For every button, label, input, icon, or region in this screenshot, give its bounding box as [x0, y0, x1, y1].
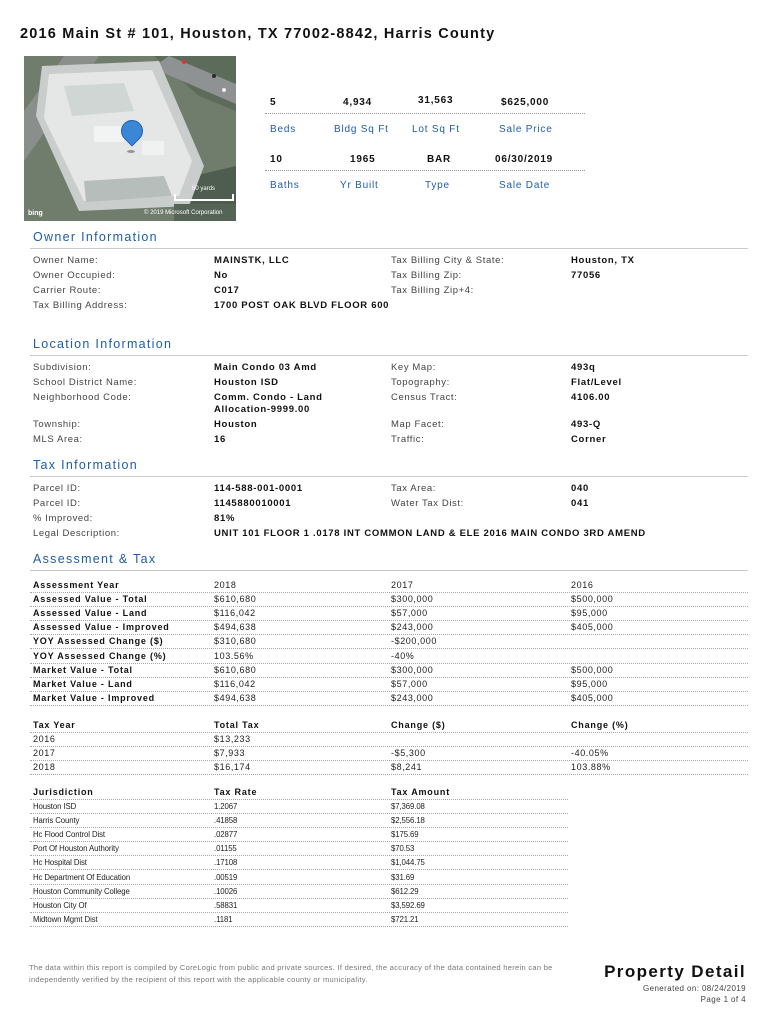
- section-divider: [30, 355, 748, 356]
- key-map-value: 493q: [571, 362, 596, 373]
- tax-amount-cell: $2,556.18: [391, 816, 425, 826]
- owner-occupied-label: Owner Occupied:: [33, 270, 116, 281]
- stat-lot-sqft-value: 31,563: [418, 95, 454, 106]
- row-divider: [30, 926, 568, 927]
- row-divider: [30, 813, 568, 814]
- parcel-id-value: 114-588-001-0001: [214, 483, 303, 494]
- mls-area-value: 16: [214, 434, 226, 445]
- stat-baths-value: 10: [270, 154, 283, 165]
- assessment-cell-2016: 2016: [571, 580, 594, 590]
- neighborhood-code-value-line2: Allocation-9999.00: [214, 404, 311, 415]
- tax-billing-zip4-label: Tax Billing Zip+4:: [391, 285, 474, 296]
- row-divider: [30, 912, 568, 913]
- tax-rate-cell: .17108: [214, 858, 238, 868]
- assessment-cell-2017: -$200,000: [391, 636, 437, 647]
- page-title: 2016 Main St # 101, Houston, TX 77002-8842, Harris County: [20, 26, 496, 42]
- traffic-value: Corner: [571, 434, 607, 445]
- row-divider: [30, 592, 748, 593]
- row-divider: [30, 691, 748, 692]
- section-location-heading: Location Information: [33, 337, 173, 351]
- assessment-cell-2018: $116,042: [214, 678, 256, 689]
- map-scale-label: 50 yards: [192, 186, 216, 192]
- section-divider: [30, 570, 748, 571]
- tax-billing-city-label: Tax Billing City & State:: [391, 255, 505, 266]
- section-divider: [30, 476, 748, 477]
- tax-rate-cell: .01155: [214, 844, 237, 854]
- tax-rate-header: Tax Rate: [214, 787, 258, 797]
- row-divider: [30, 760, 748, 761]
- section-assessment-heading: Assessment & Tax: [33, 552, 157, 566]
- assessment-cell-2018: $494,638: [214, 622, 257, 633]
- jurisdiction-cell: Houston City Of: [33, 900, 87, 910]
- owner-occupied-value: No: [214, 270, 229, 281]
- assessment-row-label: Market Value - Land: [33, 678, 133, 689]
- section-owner-heading: Owner Information: [33, 230, 158, 244]
- row-divider: [30, 869, 568, 870]
- assessment-cell-2018: $116,042: [214, 608, 256, 619]
- map-pin-shadow: [127, 150, 135, 153]
- row-divider: [30, 648, 748, 649]
- water-tax-dist-value: 041: [571, 498, 589, 509]
- subdivision-value: Main Condo 03 Amd: [214, 362, 317, 373]
- assessment-row-label: Assessed Value - Total: [33, 594, 148, 605]
- change-percent-header: Change (%): [571, 720, 629, 730]
- assessment-row-label: YOY Assessed Change (%): [33, 650, 167, 661]
- assessment-cell-2016: $500,000: [571, 594, 614, 605]
- bing-logo: bing: [28, 210, 43, 217]
- tax-amount-cell: $175.69: [391, 830, 419, 840]
- report-title: Property Detail: [604, 962, 746, 981]
- assessment-row-label: Assessed Value - Improved: [33, 622, 170, 633]
- tax-amount-header: Tax Amount: [391, 787, 450, 797]
- aerial-map[interactable]: [24, 56, 236, 221]
- assessment-cell-2017: $243,000: [391, 692, 434, 703]
- section-tax-heading: Tax Information: [33, 458, 138, 472]
- tax-rate-cell: .41858: [214, 816, 238, 826]
- jurisdiction-cell: Houston ISD: [33, 802, 77, 811]
- row-divider: [30, 677, 748, 678]
- tax-area-value: 040: [571, 483, 589, 494]
- percent-improved-value: 81%: [214, 513, 236, 524]
- page-number: Page 1 of 4: [700, 995, 746, 1004]
- assessment-cell-2016: $405,000: [571, 622, 614, 633]
- change-percent-cell: 103.88%: [571, 762, 611, 772]
- row-divider: [30, 855, 568, 856]
- change-dollar-cell: -$5,300: [391, 748, 426, 758]
- stat-sale-date-value: 06/30/2019: [495, 154, 554, 165]
- row-divider: [30, 634, 748, 635]
- jurisdiction-cell: Midtown Mgmt Dist: [33, 914, 98, 924]
- total-tax-cell: $16,174: [214, 762, 251, 772]
- stat-lot-sqft-label: Lot Sq Ft: [412, 124, 460, 135]
- tax-year-cell: 2016: [33, 734, 56, 744]
- jurisdiction-cell: Hc Flood Control Dist: [33, 830, 105, 840]
- tax-rate-cell: .10026: [214, 886, 238, 896]
- tax-amount-cell: $70.53: [391, 844, 415, 854]
- stat-sale-price-label: Sale Price: [499, 124, 553, 135]
- assessment-cell-2017: $57,000: [391, 608, 428, 619]
- stat-type-label: Type: [425, 180, 450, 191]
- tax-amount-cell: $721.21: [391, 914, 419, 924]
- assessment-cell-2017: $300,000: [391, 664, 434, 675]
- assessment-row-label: Assessed Value - Land: [33, 608, 148, 619]
- map-facet-label: Map Facet:: [391, 419, 445, 430]
- tax-rate-cell: .02877: [214, 830, 238, 840]
- assessment-cell-2016: $405,000: [571, 692, 614, 703]
- jurisdiction-cell: Hc Hospital Dist: [33, 858, 87, 868]
- legal-description-label: Legal Description:: [33, 528, 120, 539]
- tax-billing-zip-label: Tax Billing Zip:: [391, 270, 462, 281]
- stat-yr-built-label: Yr Built: [340, 180, 379, 191]
- tax-amount-cell: $3,592.69: [391, 900, 425, 910]
- stat-bldg-sqft-label: Bldg Sq Ft: [334, 124, 389, 135]
- carrier-route-label: Carrier Route:: [33, 285, 102, 296]
- row-divider: [30, 884, 568, 885]
- map-scale: [174, 194, 234, 201]
- tax-billing-zip-value: 77056: [571, 270, 601, 281]
- parcel-id-2-label: Parcel ID:: [33, 498, 81, 509]
- township-label: Township:: [33, 419, 81, 430]
- topography-value: Flat/Level: [571, 377, 622, 388]
- owner-name-label: Owner Name:: [33, 255, 99, 266]
- assessment-cell-2018: 2018: [214, 580, 237, 590]
- tax-year-header: Tax Year: [33, 720, 76, 730]
- tax-billing-address-label: Tax Billing Address:: [33, 300, 128, 311]
- stat-divider: [265, 113, 585, 114]
- change-dollar-header: Change ($): [391, 720, 446, 730]
- topography-label: Topography:: [391, 377, 450, 388]
- stat-sale-price-value: $625,000: [501, 97, 550, 108]
- total-tax-header: Total Tax: [214, 720, 260, 730]
- generated-date: Generated on: 08/24/2019: [642, 984, 746, 993]
- traffic-label: Traffic:: [391, 434, 425, 445]
- total-tax-cell: $13,233: [214, 734, 251, 744]
- parcel-id-label: Parcel ID:: [33, 483, 81, 494]
- tax-year-cell: 2018: [33, 762, 56, 772]
- assessment-row-label: Market Value - Improved: [33, 692, 155, 703]
- legal-description-value: UNIT 101 FLOOR 1 .0178 INT COMMON LAND & ELE 2016 MAIN CONDO 3RD AMEND: [214, 528, 646, 539]
- census-tract-value: 4106.00: [571, 392, 611, 403]
- assessment-cell-2018: 103.56%: [214, 650, 254, 661]
- assessment-cell-2018: $610,680: [214, 594, 257, 605]
- parcel-id-2-value: 1145880010001: [214, 498, 292, 509]
- row-divider: [30, 732, 748, 733]
- tax-billing-address-value: 1700 POST OAK BLVD FLOOR 600: [214, 300, 390, 311]
- assessment-cell-2018: $310,680: [214, 636, 257, 647]
- change-dollar-cell: $8,241: [391, 762, 423, 772]
- assessment-cell-2018: $610,680: [214, 664, 257, 675]
- row-divider: [30, 774, 748, 775]
- tax-amount-cell: $612.29: [391, 886, 419, 896]
- tax-area-label: Tax Area:: [391, 483, 437, 494]
- census-tract-label: Census Tract:: [391, 392, 458, 403]
- tax-amount-cell: $7,369.08: [391, 802, 425, 811]
- row-divider: [30, 663, 748, 664]
- change-percent-cell: -40.05%: [571, 748, 609, 758]
- stat-beds-label: Beds: [270, 124, 296, 135]
- neighborhood-code-label: Neighborhood Code:: [33, 392, 132, 403]
- neighborhood-code-value: Comm. Condo - Land: [214, 392, 323, 403]
- stat-baths-label: Baths: [270, 180, 300, 191]
- row-divider: [30, 746, 748, 747]
- tax-year-cell: 2017: [33, 748, 56, 758]
- map-copyright: © 2019 Microsoft Corporation: [144, 210, 223, 216]
- school-district-label: School District Name:: [33, 377, 137, 388]
- tax-amount-cell: $1,044.75: [391, 858, 425, 868]
- jurisdiction-header: Jurisdiction: [33, 787, 94, 797]
- assessment-cell-2016: $95,000: [571, 608, 608, 619]
- jurisdiction-cell: Port Of Houston Authority: [33, 844, 119, 854]
- assessment-row-label: Market Value - Total: [33, 664, 133, 675]
- stat-type-value: BAR: [427, 154, 452, 165]
- section-divider: [30, 248, 748, 249]
- tax-rate-cell: .00519: [214, 872, 238, 882]
- assessment-cell-2017: $300,000: [391, 594, 434, 605]
- assessment-cell-2017: $243,000: [391, 622, 434, 633]
- assessment-row-label: Assessment Year: [33, 580, 120, 590]
- tax-amount-cell: $31.69: [391, 872, 415, 882]
- assessment-cell-2016: $95,000: [571, 678, 608, 689]
- owner-name-value: MAINSTK, LLC: [214, 255, 290, 266]
- map-facet-value: 493-Q: [571, 419, 601, 430]
- percent-improved-label: % Improved:: [33, 513, 93, 524]
- mls-area-label: MLS Area:: [33, 434, 83, 445]
- key-map-label: Key Map:: [391, 362, 436, 373]
- water-tax-dist-label: Water Tax Dist:: [391, 498, 464, 509]
- stat-bldg-sqft-value: 4,934: [343, 97, 373, 108]
- jurisdiction-cell: Harris County: [33, 816, 80, 826]
- total-tax-cell: $7,933: [214, 748, 246, 758]
- data-disclaimer: The data within this report is compiled by CoreLogic from public and private sources. If desired, the accuracy of the data contained herein can be independently verified by the recipient of this report with the applicable county or municipality.: [29, 963, 553, 984]
- assessment-cell-2017: -40%: [391, 650, 415, 661]
- row-divider: [30, 620, 748, 621]
- assessment-cell-2017: $57,000: [391, 678, 428, 689]
- assessment-cell-2016: $500,000: [571, 664, 614, 675]
- carrier-route-value: C017: [214, 285, 240, 296]
- jurisdiction-cell: Houston Community College: [33, 886, 130, 896]
- assessment-cell-2018: $494,638: [214, 692, 257, 703]
- subdivision-label: Subdivision:: [33, 362, 92, 373]
- tax-rate-cell: .58831: [214, 900, 238, 910]
- jurisdiction-cell: Hc Department Of Education: [33, 872, 131, 882]
- row-divider: [30, 841, 568, 842]
- stat-beds-value: 5: [270, 97, 277, 108]
- tax-rate-cell: 1.2067: [214, 802, 238, 811]
- township-value: Houston: [214, 419, 258, 430]
- assessment-cell-2017: 2017: [391, 580, 414, 590]
- assessment-row-label: YOY Assessed Change ($): [33, 636, 164, 647]
- row-divider: [30, 827, 568, 828]
- row-divider: [30, 705, 748, 706]
- row-divider: [30, 898, 568, 899]
- stat-sale-date-label: Sale Date: [499, 180, 551, 191]
- stat-yr-built-value: 1965: [350, 154, 376, 165]
- row-divider: [30, 799, 568, 800]
- stat-divider: [265, 170, 585, 171]
- tax-rate-cell: .1181: [214, 914, 233, 924]
- row-divider: [30, 606, 748, 607]
- tax-billing-city-value: Houston, TX: [571, 255, 635, 266]
- school-district-value: Houston ISD: [214, 377, 279, 388]
